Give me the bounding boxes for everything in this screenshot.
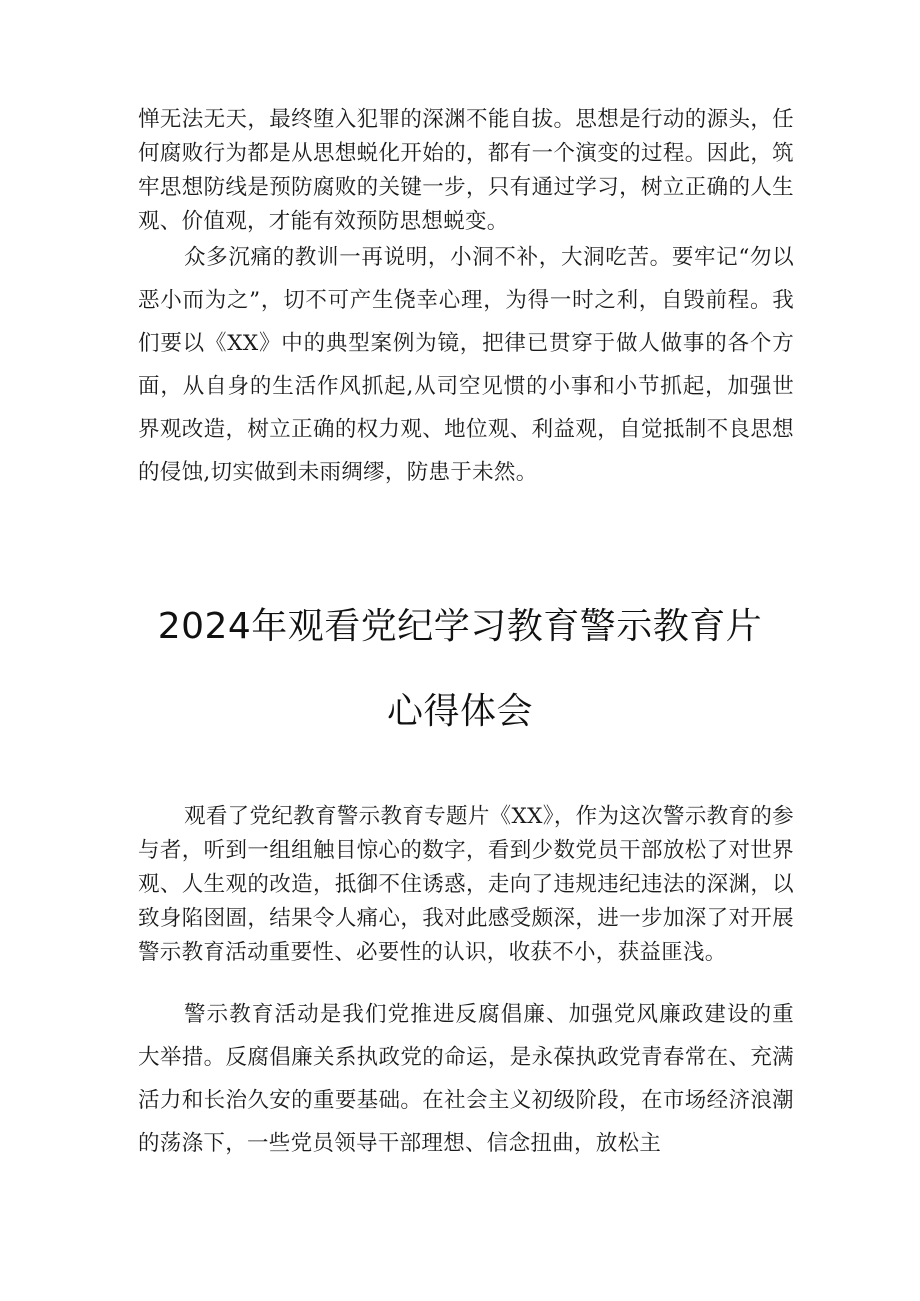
- paragraph-intro: 观看了党纪教育警示教育专题片《XX》，作为这次警示教育的参与者，听到一组组触目惊心的数字，看到少数党员干部放松了对世界观、人生观的改造，抵御不住诱惑，走向了违规违纪违法的深渊，以致身陷囹圄，结果令人痛心，我对此感受颇深，进一步加深了对开展警示教育活动重要性、必要性的认识，收获不小，获益匪浅。: [138, 804, 794, 965]
- paragraph-significance: 警示教育活动是我们党推进反腐倡廉、加强党风廉政建设的重大举措。反腐倡廉关系执政党的命运，是永葆执政党青春常在、充满活力和长治久安的重要基础。在社会主义初级阶段，在市场经济浪潮的荡涤下，一些党员领导干部理想、信念扭曲，放松主: [138, 1002, 794, 1156]
- paragraph-lessons: 众多沉痛的教训一再说明，小洞不补，大洞吃苦。要牢记“勿以恶小而为之”，切不可产生侥幸心理，为得一时之利，自毁前程。我们要以《XX》中的典型案例为镜，把律已贯穿于做人做事的各个方面，从自身的生活作风抓起,从司空见惯的小事和小节抓起，加强世界观改造，树立正确的权力观、地位观、利益观，自觉抵制不良思想的侵蚀,切实做到未雨绸缪，防患于未然。: [138, 245, 794, 485]
- document-title-line-1: 2024年观看党纪学习教育警示教育片: [157, 606, 763, 647]
- document-title-line-2: 心得体会: [386, 691, 533, 732]
- continuation-paragraph: 惮无法无天，最终堕入犯罪的深渊不能自拔。思想是行动的源头，任何腐败行为都是从思想蜕化开始的，都有一个演变的过程。因此，筑牢思想防线是预防腐败的关键一步，只有通过学习，树立正确的人生观、价值观，才能有效预防思想蜕变。: [138, 107, 794, 234]
